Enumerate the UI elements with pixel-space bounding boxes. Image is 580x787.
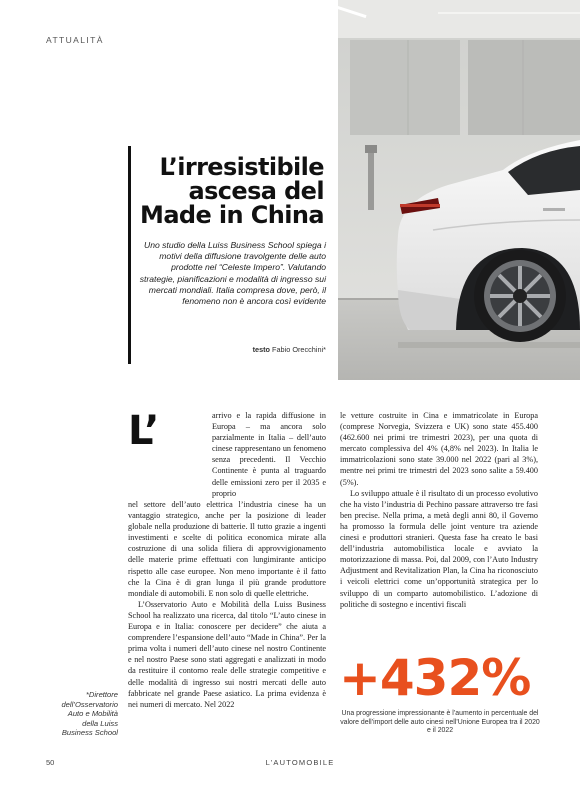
title-rule — [128, 146, 131, 364]
drop-cap: L’ — [128, 408, 160, 454]
title-line: ascesa del — [188, 177, 324, 205]
author-sidenote: *Direttore dell’Osservatorio Auto e Mobilità della Luiss Business School — [61, 690, 118, 738]
title-line: L’irresistibile — [159, 153, 324, 181]
body-column-1-top — [212, 410, 326, 499]
key-stat-value: +432% — [339, 649, 531, 707]
article-byline — [170, 345, 326, 354]
body-paragraph: Lo sviluppo attuale è il risultato di un processo evolutivo che ha visto l’industria di Pechino passare attraverso tre fasi ben precise. Nella prima, a metà degli anni 80, il Governo ha promosso la formula delle joint venture tra aziende cinesi e produttori stranieri. Questa fase ha creato le basi dell’industria automobilistica locale e avviato la motorizzazione di massa. Poi, dal 2009, con l’Auto Industry Adjustment and Revitalization Plan, la Cina ha riconosciuto i veicoli elettrici come un’opportunità strategica per lo sviluppo di un comparto automobilistico. L’adozione di politiche di sostegno e incentivi fiscali — [340, 488, 538, 609]
hero-car-photo — [338, 0, 580, 380]
byline-author: Fabio Orecchini* — [272, 345, 326, 354]
section-label: ATTUALITÀ — [46, 35, 104, 45]
body-paragraph: L’Osservatorio Auto e Mobilità della Luiss Business School ha realizzato una ricerca, dal titolo “L’auto cinese in Europa e in Italia: conoscere per decidere” che aiuta a comprendere l’espansione dell’auto “Made in China”. Per la prima volta i numeri dell’auto cinese nel nostro Continente e nel nostro Paese sono stati aggregati e analizzati in modo da restituire il contorno reale delle strategie competitive e delle modalità di ingresso sui nostri mercati delle auto fabbricate nel grande Paese asiatico. La prima evidenza è nei numeri di mercato. Nel 2022 — [128, 599, 326, 709]
body-paragraph: arrivo e la rapida diffusione in Europa – ma ancora solo parzialmente in Italia – dell’auto cinese rappresentano un fenomeno senza precedenti. Il Vecchio Continente è punta al traguardo delle emissioni zero per il 2035 e proprio — [212, 411, 326, 498]
article-title — [134, 155, 324, 227]
body-column-1 — [128, 499, 326, 710]
body-column-2 — [340, 410, 538, 610]
magazine-name: L’AUTOMOBILE — [265, 758, 335, 767]
key-stat-caption: Una progressione impressionante è l’aumento in percentuale del valore dell’import delle auto cinesi nell’Unione Europea tra il 2020 e il 2022 — [340, 710, 540, 735]
article-standfirst: Uno studio della Luiss Business School spiega i motivi della diffusione travolgente delle auto prodotte nel “Celeste Impero”. Valutando strategie, pianificazioni e modalità di ingresso sui mercati mondiali. Italia compresa dove, però, il fenomeno non è ancora così evidente — [139, 240, 326, 307]
byline-label: testo — [252, 345, 271, 354]
page-number: 50 — [46, 758, 55, 767]
body-paragraph: nel settore dell’auto elettrica l’industria cinese ha un vantaggio strategico, anche per la posizione di leader globale nella produzione di batterie. Il tutto grazie a ingenti investimenti e scelte di politica economica mirate alla costruzione di una solida filiera di approvvigionamento delle materie prime effettuati con lungimirante anticipo rispetto alle case europee. Non meno importante è il fatto che la Cina è di gran lunga il più grande produttore mondiale di automobili. E non solo di quelle elettriche. — [128, 500, 326, 598]
title-line: Made in China — [140, 201, 324, 229]
body-paragraph: le vetture costruite in Cina e immatricolate in Europa (comprese Norvegia, Svizzera e UK) sono state 455.400 (462.600 nei primi tre trimestri 2023), per una quota di mercato complessiva del 4% (4,8% nel 2023). In Italia le immatricolazioni sono state 39.000 nel 2022 (pari al 3%), mentre nei primi tre trimestri del 2023 sono salite a 59.400 (5%). — [340, 411, 538, 487]
